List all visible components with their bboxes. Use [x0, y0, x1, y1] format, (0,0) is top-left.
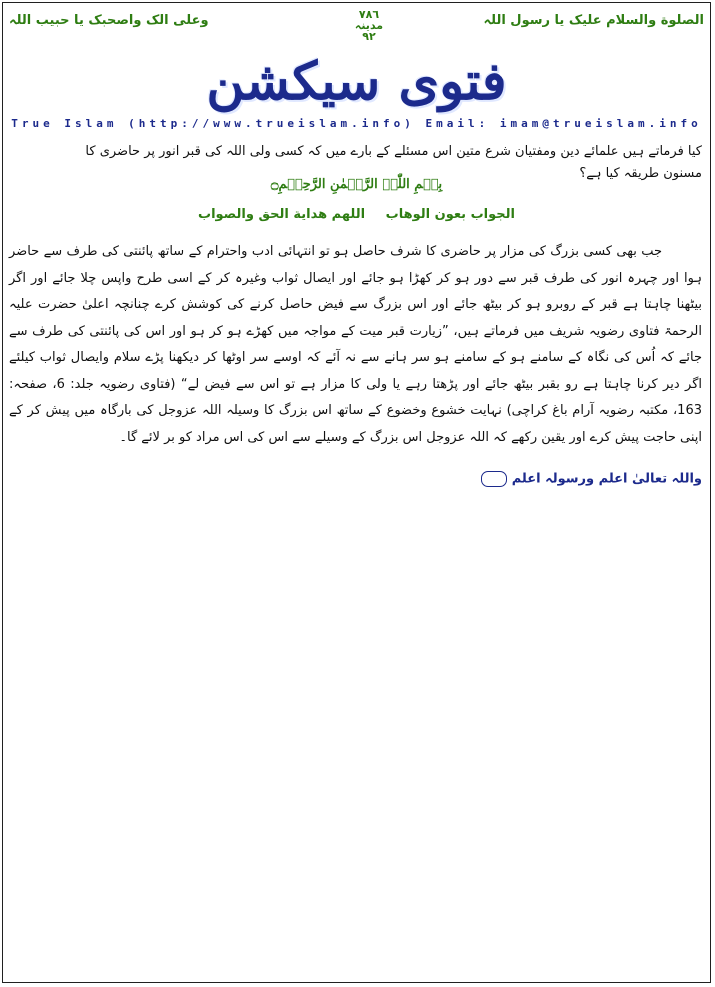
answer-heading [3, 207, 710, 222]
question-text: کیا فرماتے ہیں علمائے دین ومفتیان شرع متین اس مسئلے کے بارے میں کہ کسی ولی اللہ کی قبر انور پر حاضری کا مسنون طریقہ کیا ہے؟ [85, 144, 702, 181]
salat-right-text: الصلوة والسلام علیک یا رسول اللہ [483, 13, 704, 28]
answer-heading-right: اللهم هداية الحق والصواب [198, 207, 366, 222]
answer-body-text: جب بھی کسی بزرگ کی مزار پر حاضری کا شرف حاصل ہو تو انتہائی ادب واحترام کے ساتھ پائنتی کی طرف سے حاضر ہوا اور چہرہ انور کی طرف قبر سے دور ہو کر کھڑا ہو جائے اور ایصال ثواب وغیرہ کر کے اسی طرح واپس چلا جائے اور اگر بیٹھنا چاہتا ہے قبر کے روبرو ہو کر بیٹھ جائے اور اس بزرگ سے فیض حاصل کرنے کی کوشش کرے چنانچہ اعلیٰ حضرت علیہ الرحمۃ فتاوی رضویہ شریف میں فرماتے ہیں، ”زیارت قبر میت کے مواجہ میں کھڑے ہو کر ہو اور اس کی پائنتی کی طرف سے جائے کہ اُس کی نگاہ کے سامنے ہو کے سامنے ہو سر ہانے سے نہ آئے کہ اوسے سر اوٹھا کر دیکھنا پڑے سلام وایصال ثواب کیلئے اگر دیر کرنا چاہتا ہے رو بقبر بیٹھ جائے اور پڑھتا رہے یا ولی کا مزار ہے تو اس سے فیض لے“ (فتاوی رضویہ جلد: 6، صفحہ: 163، مکتبہ رضویہ آرام باغ کراچی) نہایت خشوع وخضوع کے ساتھ اس بزرگ کا وسیلہ اللہ عزوجل کی بارگاہ میں پیش کر کے اپنی حاجت پیش کرے اور یقین رکھے کہ اللہ عزوجل اس بزرگ کے وسیلے سے اس کی اس مراد کو بر لائے گا۔ [9, 244, 702, 445]
page-frame [2, 2, 711, 983]
page-number [339, 9, 399, 42]
salutation-seal-icon [481, 471, 507, 487]
page-number-middle: مدینہ [354, 19, 384, 32]
email-label: Email: [425, 117, 490, 130]
salat-left-text: وعلی الک واصحبک یا حبیب اللہ [9, 13, 209, 28]
answer-heading-left: الجواب بعون الوهاب [385, 207, 515, 222]
answer-body [9, 239, 702, 451]
header [9, 9, 704, 49]
contact-line [3, 117, 710, 130]
page-number-top: ٧٨٦ [358, 8, 380, 21]
bismillah: بِسۡمِ اللّٰہِ الرَّحۡمٰنِ الرَّحِیۡمِ۝ [270, 177, 443, 192]
email-link[interactable]: imam@trueislam.info [499, 117, 702, 130]
page-number-bottom: ٩٢ [362, 30, 376, 43]
closing-line [477, 471, 702, 487]
closing-text: واللہ تعالیٰ اعلم ورسولہ اعلم [511, 471, 702, 487]
page-title: فتوی سیکشن [206, 51, 507, 112]
site-url-link[interactable]: (http://www.trueislam.info) [128, 117, 415, 130]
site-name: True Islam [11, 117, 118, 130]
